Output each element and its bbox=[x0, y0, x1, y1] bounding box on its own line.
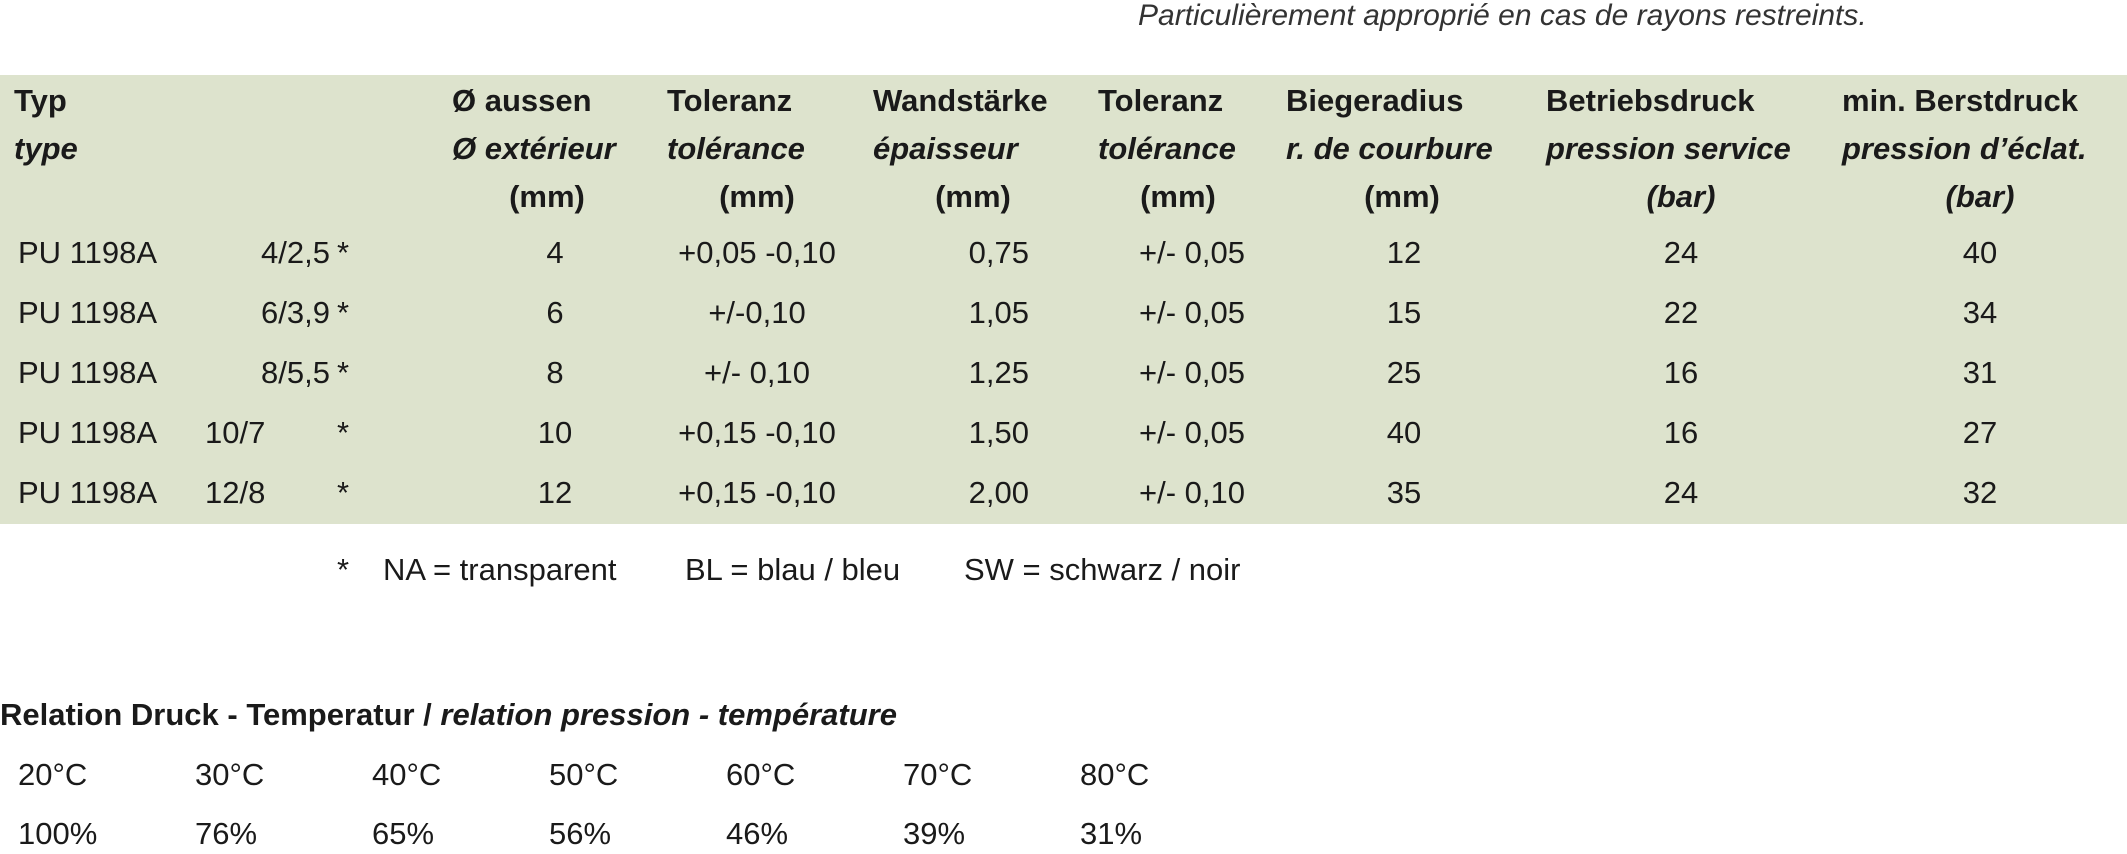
header-type-fr: type bbox=[14, 131, 78, 166]
header-burst-unit: (bar) bbox=[1945, 179, 2015, 214]
cell-model: PU 1198A bbox=[18, 295, 158, 330]
relation-temp: 80°C bbox=[1080, 757, 1150, 792]
cell-mark: * bbox=[337, 355, 350, 390]
cell-bend: 35 bbox=[1386, 475, 1422, 510]
cell-tol2: +/- 0,05 bbox=[1139, 415, 1245, 450]
cell-wall: 1,05 bbox=[968, 295, 1029, 330]
cell-size: 4/2,5 bbox=[261, 235, 330, 270]
header-tol2-unit: (mm) bbox=[1140, 179, 1216, 214]
header-wall-unit: (mm) bbox=[935, 179, 1011, 214]
cell-press: 24 bbox=[1663, 475, 1699, 510]
spec-table bbox=[0, 75, 2127, 524]
cell-mark: * bbox=[337, 235, 350, 270]
header-burst-de: min. Berstdruck bbox=[1842, 83, 2079, 118]
cell-bend: 15 bbox=[1386, 295, 1422, 330]
cell-size: 6/3,9 bbox=[261, 295, 330, 330]
cell-outer: 10 bbox=[537, 415, 573, 450]
cell-burst: 31 bbox=[1962, 355, 1998, 390]
header-wall-de: Wandstärke bbox=[873, 83, 1048, 118]
cell-tol1: +0,15 -0,10 bbox=[678, 475, 836, 510]
header-wall-fr: épaisseur bbox=[873, 131, 1018, 166]
header-bend-fr: r. de courbure bbox=[1286, 131, 1493, 166]
header-bend-unit: (mm) bbox=[1364, 179, 1440, 214]
relation-percent: 39% bbox=[903, 816, 966, 851]
cell-model: PU 1198A bbox=[18, 415, 158, 450]
relation-temp: 40°C bbox=[372, 757, 442, 792]
cell-wall: 1,25 bbox=[968, 355, 1029, 390]
header-press-fr: pression service bbox=[1546, 131, 1791, 166]
cell-size: 10/7 bbox=[205, 415, 266, 450]
header-bend-de: Biegeradius bbox=[1286, 83, 1464, 118]
cell-size: 12/8 bbox=[205, 475, 266, 510]
header-outer-de: Ø aussen bbox=[452, 83, 592, 118]
cell-press: 24 bbox=[1663, 235, 1699, 270]
relation-title-de: Relation Druck - Temperatur / bbox=[0, 697, 432, 732]
cell-outer: 6 bbox=[546, 295, 564, 330]
header-tol1-unit: (mm) bbox=[719, 179, 795, 214]
header-outer-fr: Ø extérieur bbox=[452, 131, 616, 166]
cell-press: 16 bbox=[1663, 415, 1699, 450]
cell-burst: 34 bbox=[1962, 295, 1998, 330]
relation-temp: 50°C bbox=[549, 757, 619, 792]
relation-percent: 65% bbox=[372, 816, 435, 851]
cell-outer: 4 bbox=[546, 235, 564, 270]
cell-mark: * bbox=[337, 295, 350, 330]
footnote-sw: SW = schwarz / noir bbox=[964, 552, 1241, 587]
header-press-de: Betriebsdruck bbox=[1546, 83, 1755, 118]
header-outer-unit: (mm) bbox=[509, 179, 585, 214]
cell-wall: 2,00 bbox=[968, 475, 1029, 510]
header-burst-fr: pression d’éclat. bbox=[1842, 131, 2087, 166]
relation-percent: 76% bbox=[195, 816, 258, 851]
footnote-na: NA = transparent bbox=[383, 552, 617, 587]
cell-burst: 32 bbox=[1962, 475, 1998, 510]
relation-title bbox=[0, 695, 897, 735]
cell-tol1: +/-0,10 bbox=[708, 295, 806, 330]
cell-bend: 25 bbox=[1386, 355, 1422, 390]
cell-bend: 40 bbox=[1386, 415, 1422, 450]
relation-percent: 100% bbox=[18, 816, 98, 851]
cell-burst: 40 bbox=[1962, 235, 1998, 270]
header-tol2-fr: tolérance bbox=[1098, 131, 1236, 166]
header-tol2-de: Toleranz bbox=[1098, 83, 1224, 118]
cell-model: PU 1198A bbox=[18, 475, 158, 510]
header-tol1-de: Toleranz bbox=[667, 83, 793, 118]
header-type-de: Typ bbox=[14, 83, 67, 118]
cell-burst: 27 bbox=[1962, 415, 1998, 450]
cell-press: 22 bbox=[1663, 295, 1699, 330]
cell-model: PU 1198A bbox=[18, 355, 158, 390]
relation-percent: 46% bbox=[726, 816, 789, 851]
cell-tol2: +/- 0,05 bbox=[1139, 235, 1245, 270]
relation-temp: 70°C bbox=[903, 757, 973, 792]
cell-mark: * bbox=[337, 415, 350, 450]
cell-wall: 0,75 bbox=[968, 235, 1029, 270]
relation-percent: 31% bbox=[1080, 816, 1143, 851]
cell-bend: 12 bbox=[1386, 235, 1422, 270]
header-press-unit: (bar) bbox=[1646, 179, 1716, 214]
footnote-star: * bbox=[337, 552, 350, 587]
relation-temp: 20°C bbox=[18, 757, 88, 792]
cell-model: PU 1198A bbox=[18, 235, 158, 270]
cell-press: 16 bbox=[1663, 355, 1699, 390]
cell-tol2: +/- 0,05 bbox=[1139, 355, 1245, 390]
cell-wall: 1,50 bbox=[968, 415, 1029, 450]
relation-temp: 60°C bbox=[726, 757, 796, 792]
header-tol1-fr: tolérance bbox=[667, 131, 805, 166]
cell-outer: 12 bbox=[537, 475, 573, 510]
cell-size: 8/5,5 bbox=[261, 355, 330, 390]
cell-outer: 8 bbox=[546, 355, 564, 390]
cell-tol1: +0,15 -0,10 bbox=[678, 415, 836, 450]
relation-title-fr: relation pression - température bbox=[440, 697, 897, 732]
top-note: Particulièrement approprié en cas de rayons restreints. bbox=[1138, 0, 1867, 32]
footnote-bl: BL = blau / bleu bbox=[685, 552, 901, 587]
relation-percent: 56% bbox=[549, 816, 612, 851]
cell-tol2: +/- 0,10 bbox=[1139, 475, 1245, 510]
cell-tol1: +0,05 -0,10 bbox=[678, 235, 836, 270]
cell-tol1: +/- 0,10 bbox=[704, 355, 810, 390]
cell-tol2: +/- 0,05 bbox=[1139, 295, 1245, 330]
relation-temp: 30°C bbox=[195, 757, 265, 792]
cell-mark: * bbox=[337, 475, 350, 510]
